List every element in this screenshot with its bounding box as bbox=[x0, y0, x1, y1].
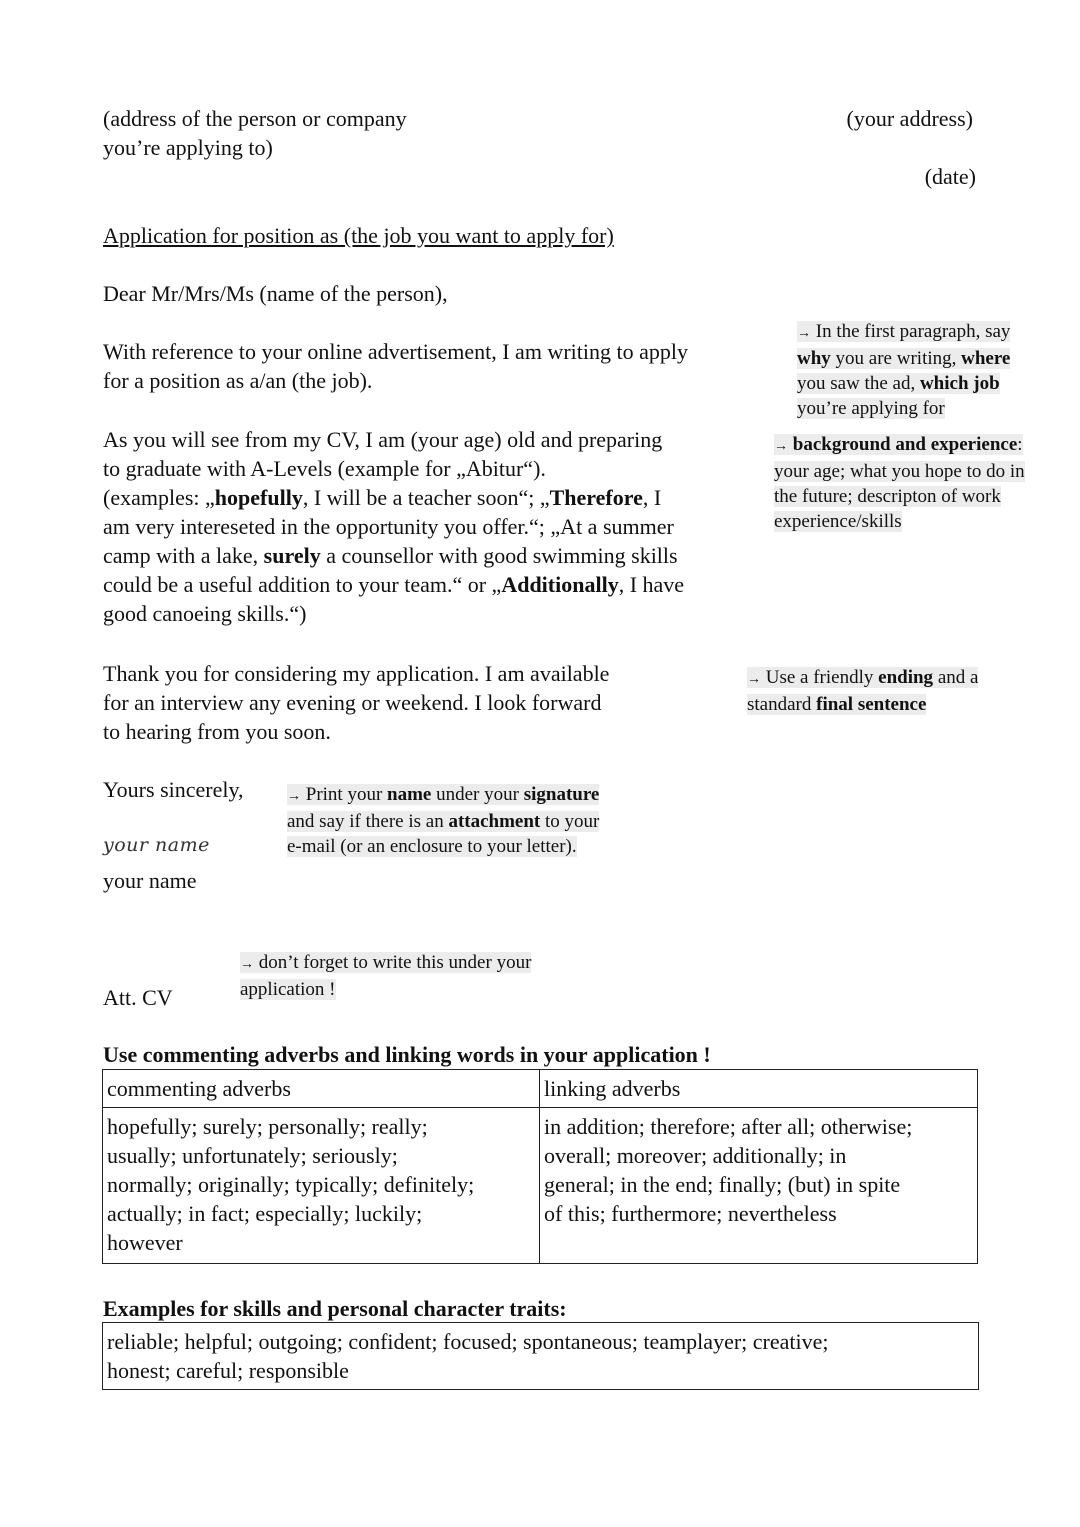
salutation: Dear Mr/Mrs/Ms (name of the person), bbox=[103, 281, 448, 306]
note-attachment: → don’t forget to write this under your application ! bbox=[240, 952, 532, 1000]
paragraph-line: for a position as a/an (the job). bbox=[103, 368, 373, 393]
paragraph-closing bbox=[103, 659, 609, 746]
traits-cell: reliable; helpful; outgoing; confident; focused; spontaneous; teamplayer; creative; honest; careful; responsible bbox=[103, 1323, 979, 1390]
paragraph-intro bbox=[103, 337, 688, 395]
paragraph-line: Thank you for considering my application. I am available bbox=[103, 661, 610, 686]
paragraph-line: camp with a lake, surely a counsellor with good swimming skills bbox=[103, 543, 678, 568]
recipient-address-line: (address of the person or company bbox=[103, 106, 407, 131]
note-first-paragraph: → In the first paragraph, say why you are writing, where you saw the ad, which job you’re applying for bbox=[797, 321, 1011, 419]
paragraph-line: could be a useful addition to your team.“ or „Additionally, I have bbox=[103, 572, 685, 597]
recipient-address-line: you’re applying to) bbox=[103, 135, 273, 160]
arrow-icon: → bbox=[240, 957, 254, 972]
arrow-icon: → bbox=[774, 439, 788, 454]
paragraph-line: to graduate with A-Levels (example for „Abitur“). bbox=[103, 456, 546, 481]
table-row bbox=[103, 1323, 979, 1390]
arrow-icon: → bbox=[287, 789, 301, 804]
linking-adverbs-cell: in addition; therefore; after all; otherwise; overall; moreover; additionally; in general; in the end; finally; (but) in spite of this; furthermore; nevertheless bbox=[540, 1108, 978, 1264]
paragraph-line: for an interview any evening or weekend. I look forward bbox=[103, 690, 602, 715]
note-signature: → Print your name under your signature and say if there is an attachment to your e-mail (or an enclosure to your letter). bbox=[287, 784, 600, 857]
attachment-line: Att. CV bbox=[103, 985, 173, 1010]
adverbs-heading: Use commenting adverbs and linking words in your application ! bbox=[103, 1042, 711, 1067]
sign-off: Yours sincerely, bbox=[103, 777, 244, 802]
arrow-icon: → bbox=[747, 672, 761, 687]
commenting-adverbs-cell: hopefully; surely; personally; really; usually; unfortunately; seriously; normally; originally; typically; definitely; actually; in fact; especially; luckily; however bbox=[103, 1108, 540, 1264]
paragraph-line: to hearing from you soon. bbox=[103, 719, 331, 744]
note-ending: → Use a friendly ending and a standard final sentence bbox=[747, 667, 979, 715]
paragraph-background bbox=[103, 425, 684, 628]
date: (date) bbox=[924, 164, 976, 189]
traits-table bbox=[102, 1322, 979, 1390]
table-header-row bbox=[103, 1070, 978, 1108]
traits-heading: Examples for skills and personal character traits: bbox=[103, 1296, 567, 1321]
table-header-cell: linking adverbs bbox=[540, 1070, 978, 1108]
your-address: (your address) bbox=[846, 106, 973, 131]
note-background: → background and experience: your age; what you hope to do in the future; descripton of work experience/skills bbox=[774, 434, 1025, 532]
paragraph-line: am very intereseted in the opportunity you offer.“; „At a summer bbox=[103, 514, 674, 539]
adverbs-table bbox=[102, 1069, 978, 1264]
paragraph-line: With reference to your online advertisement, I am writing to apply bbox=[103, 339, 688, 364]
recipient-address bbox=[103, 104, 407, 162]
arrow-icon: → bbox=[797, 326, 811, 341]
paragraph-line: good canoeing skills.“) bbox=[103, 601, 307, 626]
table-header-cell: commenting adverbs bbox=[103, 1070, 540, 1108]
signature: your name bbox=[103, 834, 210, 856]
subject-line: Application for position as (the job you want to apply for) bbox=[103, 223, 614, 248]
printed-name: your name bbox=[103, 868, 197, 893]
table-row bbox=[103, 1108, 978, 1264]
paragraph-line: As you will see from my CV, I am (your age) old and preparing bbox=[103, 427, 663, 452]
paragraph-line: (examples: „hopefully, I will be a teacher soon“; „Therefore, I bbox=[103, 485, 662, 510]
